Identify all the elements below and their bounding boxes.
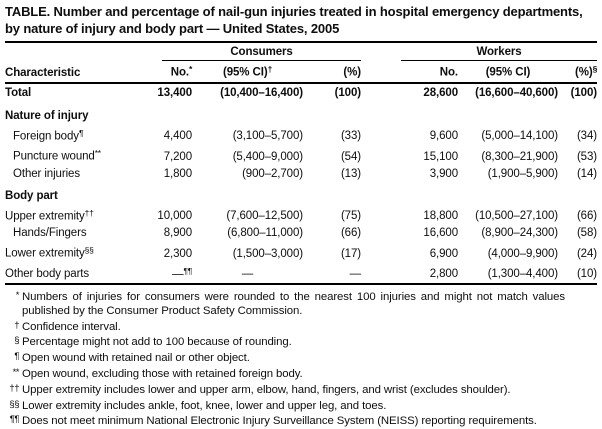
row-label: Other body parts — [5, 268, 90, 280]
row-gap — [361, 83, 401, 103]
cell-consumers-no: 13,400 — [157, 86, 192, 99]
table-row — [5, 263, 597, 284]
footnote-item: † Confidence interval. — [5, 319, 565, 335]
column-header-workers-ci: (95% CI) — [458, 61, 558, 83]
footnote-marker: †† — [9, 382, 19, 394]
footnote-marker: ¶¶ — [183, 265, 192, 276]
cell-consumers-no: 1,800 — [163, 167, 192, 180]
cell-consumers-pct: (17) — [340, 247, 361, 260]
cell-workers-no: 28,600 — [423, 86, 458, 99]
cell-consumers-ci: (7,600–12,500) — [226, 210, 303, 222]
row-gap — [361, 166, 401, 183]
footnote-marker: † — [267, 64, 272, 74]
cell-consumers-no: 8,900 — [163, 227, 192, 239]
cell-consumers-no: 7,200 — [163, 150, 192, 163]
column-header-consumers-no: No.* — [140, 61, 192, 83]
cell-workers-no: 2,800 — [429, 268, 458, 280]
cell-workers-pct: (14) — [576, 167, 598, 180]
cell-workers-pct: (10) — [576, 268, 598, 280]
column-header-characteristic: Characteristic — [5, 61, 140, 83]
cell-workers-pct: (100) — [570, 86, 598, 99]
section-header-row — [5, 183, 597, 205]
cell-consumers-ci: (1,500–3,000) — [232, 247, 303, 260]
cell-consumers-pct: (13) — [340, 167, 361, 180]
row-gap — [361, 225, 401, 242]
row-label: Other injuries — [13, 167, 80, 180]
table-row — [5, 145, 597, 166]
column-header-consumers-ci: (95% CI)† — [192, 61, 303, 83]
cell-workers-no: 6,900 — [429, 247, 458, 260]
column-header-row — [5, 61, 597, 83]
footnote-marker: ¶ — [14, 351, 19, 363]
cell-workers-ci: (8,300–21,900) — [481, 150, 558, 163]
group-header-consumers: Consumers — [162, 45, 361, 61]
row-label: Foreign body¶ — [13, 127, 84, 142]
footnote-item: ¶ Open wound with retained nail or other object. — [5, 350, 565, 366]
cell-consumers-no: —¶¶ — [172, 265, 192, 280]
cell-consumers-ci: (5,400–9,000) — [232, 150, 303, 163]
table-row — [5, 83, 597, 103]
column-header-consumers-pct: (%) — [303, 61, 361, 83]
row-gap — [361, 125, 401, 146]
table-title: TABLE. Number and percentage of nail-gun injuries treated in hospital emergency departments, by nature of injury and body part — United States, 2005 — [5, 4, 583, 36]
footnote-item: §§ Lower extremity includes ankle, foot, knee, lower and upper leg, and toes. — [5, 398, 565, 414]
cell-consumers-pct: (54) — [340, 150, 361, 163]
cell-consumers-pct: (66) — [340, 227, 361, 239]
group-header-row — [5, 43, 597, 61]
footnote-marker: ** — [94, 148, 101, 158]
cell-workers-ci: (1,900–5,900) — [487, 167, 558, 180]
cell-workers-pct: (66) — [576, 210, 598, 222]
cell-workers-ci: (1,300–4,400) — [487, 268, 558, 280]
footnote-item: ¶¶ Does not meet minimum National Electronic Injury Surveillance System (NEISS) reporting requirements. — [5, 413, 565, 429]
table-row — [5, 242, 597, 263]
footnote-marker: § — [14, 335, 19, 347]
footnote-marker: * — [188, 64, 192, 74]
cell-consumers-ci: (6,800–11,000) — [227, 227, 303, 239]
group-gap — [361, 43, 401, 61]
cell-workers-no: 9,600 — [429, 130, 458, 142]
row-gap — [361, 242, 401, 263]
cell-workers-pct: (34) — [576, 130, 598, 142]
cell-consumers-no: 2,300 — [163, 247, 192, 260]
footnotes-section — [5, 289, 565, 429]
table-body — [5, 83, 597, 284]
cell-consumers-pct: (33) — [340, 130, 361, 142]
column-header-workers-no: No. — [401, 61, 458, 83]
cell-workers-ci: (16,600–40,600) — [475, 86, 558, 99]
footnote-marker: § — [592, 64, 598, 74]
cell-workers-no: 16,600 — [423, 227, 458, 239]
footnote-marker: ¶¶ — [9, 414, 19, 426]
cell-workers-no: 18,800 — [423, 210, 458, 222]
footnote-marker: ¶ — [78, 127, 84, 138]
footnote-item: § Percentage might not add to 100 because of rounding. — [5, 334, 565, 350]
row-label: Hands/Fingers — [13, 227, 87, 239]
cell-workers-ci: (5,000–14,100) — [481, 130, 558, 142]
table-row — [5, 205, 597, 226]
table-row — [5, 166, 597, 183]
cell-consumers-ci: — — [241, 268, 254, 280]
table-row — [5, 125, 597, 146]
cell-consumers-pct: (75) — [340, 210, 361, 222]
data-table — [5, 43, 597, 283]
cell-workers-pct: (58) — [576, 227, 598, 239]
group-header-spacer — [5, 43, 140, 61]
cell-workers-pct: (24) — [576, 247, 598, 260]
footnote-marker: §§ — [84, 245, 94, 255]
cell-workers-ci: (10,500–27,100) — [475, 210, 558, 222]
section-label: Body part — [5, 189, 58, 202]
footnote-item: * Numbers of injuries for consumers were rounded to the nearest 100 injuries and might not match values published by the Consumer Product Safety Commission. — [5, 289, 565, 319]
cell-consumers-ci: (3,100–5,700) — [232, 130, 303, 142]
table-row — [5, 225, 597, 242]
row-label: Puncture wound** — [13, 148, 101, 163]
footnote-marker: §§ — [9, 398, 19, 410]
section-header-row — [5, 103, 597, 125]
cell-consumers-no: 10,000 — [157, 210, 192, 222]
cell-consumers-pct: (100) — [334, 86, 361, 99]
cell-consumers-no: 4,400 — [163, 130, 192, 142]
row-gap — [361, 145, 401, 166]
cell-workers-pct: (53) — [576, 150, 598, 163]
row-label: Lower extremity§§ — [5, 245, 94, 260]
group-header-workers: Workers — [401, 45, 597, 61]
footnote-item: †† Upper extremity includes lower and upper arm, elbow, hand, fingers, and wrist (excludes shoulder). — [5, 382, 565, 398]
cell-consumers-ci: (900–2,700) — [242, 167, 303, 180]
column-header-gap — [361, 61, 401, 83]
cell-workers-no: 3,900 — [429, 167, 458, 180]
cell-workers-ci: (4,000–9,900) — [487, 247, 558, 260]
footnote-marker: ** — [12, 366, 19, 378]
cell-workers-no: 15,100 — [423, 150, 458, 163]
table-bottom-rule — [5, 283, 597, 285]
footnote-marker: * — [15, 290, 19, 301]
cell-consumers-ci: (10,400–16,400) — [220, 86, 303, 99]
footnote-marker: † — [14, 319, 19, 331]
cell-consumers-pct: — — [349, 268, 361, 280]
row-label: Upper extremity†† — [5, 207, 94, 222]
footnote-marker: †† — [84, 207, 94, 218]
column-header-workers-pct: (%)§ — [558, 61, 597, 83]
row-gap — [361, 263, 401, 284]
section-label: Nature of injury — [5, 109, 89, 122]
cell-workers-ci: (8,900–24,300) — [481, 227, 558, 239]
row-label: Total — [5, 86, 32, 99]
footnote-item: ** Open wound, excluding those with retained foreign body. — [5, 366, 565, 382]
row-gap — [361, 205, 401, 226]
